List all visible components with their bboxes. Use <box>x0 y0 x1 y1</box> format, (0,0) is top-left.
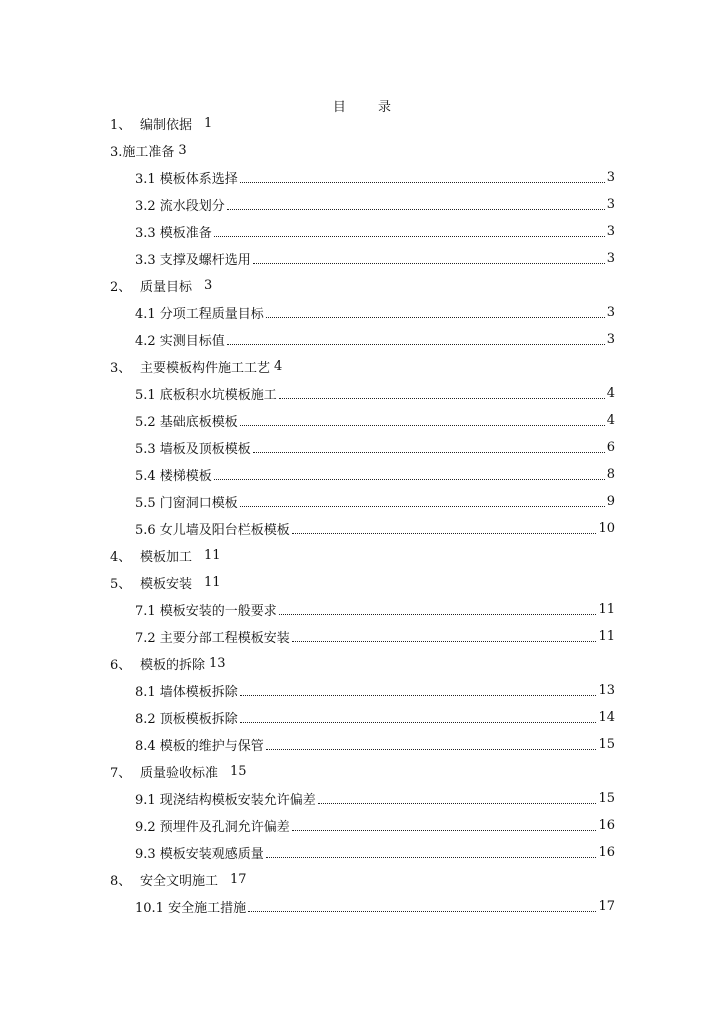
toc-subsection-entry[interactable] <box>0 434 615 461</box>
toc-subsection-entry[interactable] <box>0 515 615 542</box>
toc-subsection-entry[interactable] <box>0 893 615 920</box>
subsection-title: 4.2 实测目标值 <box>135 334 225 349</box>
subsection-title: 8.1 墙体模板拆除 <box>135 685 238 700</box>
section-number: 7、 <box>110 766 132 781</box>
dot-leader <box>240 181 605 183</box>
subsection-title: 5.6 女儿墙及阳台栏板模板 <box>135 523 290 538</box>
subsection-title: 8.2 顶板模板拆除 <box>135 712 238 727</box>
toc-section-entry[interactable] <box>0 137 724 164</box>
dot-leader <box>292 829 597 831</box>
page-number: 1 <box>204 116 213 131</box>
page-number: 3 <box>606 224 615 239</box>
toc-section-entry[interactable] <box>0 353 724 380</box>
toc-subsection-entry[interactable] <box>0 488 615 515</box>
page-number: 13 <box>598 683 615 698</box>
page-number: 4 <box>606 386 615 401</box>
page-number: 6 <box>606 440 615 455</box>
page-number: 3 <box>204 278 213 293</box>
subsection-title: 3.3 支撑及螺杆选用 <box>135 253 251 268</box>
dot-leader <box>292 532 597 534</box>
subsection-title: 8.4 模板的维护与保管 <box>135 739 264 754</box>
section-title: 模板安装 <box>140 577 193 592</box>
toc-subsection-entry[interactable] <box>0 785 615 812</box>
dot-leader <box>253 262 605 264</box>
toc-subsection-entry[interactable] <box>0 407 615 434</box>
page-number: 3 <box>606 305 615 320</box>
toc-section-entry[interactable] <box>0 758 724 785</box>
page-number: 3 <box>178 143 187 158</box>
section-title: 模板的拆除 <box>140 658 206 673</box>
toc-subsection-entry[interactable] <box>0 596 615 623</box>
page-number: 11 <box>598 629 615 644</box>
section-title: 质量验收标准 <box>140 766 219 781</box>
dot-leader <box>266 748 597 750</box>
page-number: 3 <box>606 251 615 266</box>
toc-subsection-entry[interactable] <box>0 245 615 272</box>
toc-section-entry[interactable] <box>0 569 724 596</box>
section-title: 模板加工 <box>140 550 193 565</box>
section-number: 2、 <box>110 280 132 295</box>
page-number: 10 <box>598 521 615 536</box>
subsection-title: 10.1 安全施工措施 <box>135 901 247 916</box>
page-number: 3 <box>606 332 615 347</box>
page-number: 3 <box>606 170 615 185</box>
toc-section-entry[interactable] <box>0 542 724 569</box>
dot-leader <box>240 721 597 723</box>
section-number: 6、 <box>110 658 132 673</box>
subsection-title: 7.1 模板安装的一般要求 <box>135 604 277 619</box>
dot-leader <box>318 802 597 804</box>
page-number: 15 <box>598 737 615 752</box>
dot-leader <box>214 235 605 237</box>
toc-subsection-entry[interactable] <box>0 164 615 191</box>
toc-section-entry[interactable] <box>0 650 724 677</box>
section-title: 编制依据 <box>140 118 193 133</box>
section-title: 安全文明施工 <box>140 874 219 889</box>
dot-leader <box>292 640 597 642</box>
page-number: 3 <box>606 197 615 212</box>
dot-leader <box>266 856 597 858</box>
subsection-title: 9.2 预埋件及孔洞允许偏差 <box>135 820 290 835</box>
subsection-title: 5.3 墙板及顶板模板 <box>135 442 251 457</box>
toc-subsection-entry[interactable] <box>0 380 615 407</box>
subsection-title: 4.1 分项工程质量目标 <box>135 307 264 322</box>
toc-subsection-entry[interactable] <box>0 623 615 650</box>
subsection-title: 5.5 门窗洞口模板 <box>135 496 238 511</box>
toc-subsection-entry[interactable] <box>0 299 615 326</box>
section-title: 3.施工准备 <box>110 145 175 160</box>
page-number: 16 <box>598 818 615 833</box>
toc-title: 目 录 <box>332 100 406 115</box>
dot-leader <box>248 910 596 912</box>
subsection-title: 5.2 基础底板模板 <box>135 415 238 430</box>
toc-subsection-entry[interactable] <box>0 461 615 488</box>
toc-section-entry[interactable] <box>0 866 724 893</box>
section-number: 8、 <box>110 874 132 889</box>
toc-subsection-entry[interactable] <box>0 839 615 866</box>
toc-subsection-entry[interactable] <box>0 812 615 839</box>
dot-leader <box>227 208 605 210</box>
dot-leader <box>240 694 597 696</box>
dot-leader <box>253 451 605 453</box>
subsection-title: 5.4 楼梯模板 <box>135 469 212 484</box>
dot-leader <box>214 478 605 480</box>
subsection-title: 5.1 底板积水坑模板施工 <box>135 388 277 403</box>
subsection-title: 9.1 现浇结构模板安装允许偏差 <box>135 793 316 808</box>
page-number: 13 <box>209 656 226 671</box>
dot-leader <box>279 613 597 615</box>
toc-subsection-entry[interactable] <box>0 191 615 218</box>
page-number: 4 <box>606 413 615 428</box>
section-number: 1、 <box>110 118 132 133</box>
toc-subsection-entry[interactable] <box>0 731 615 758</box>
toc-subsection-entry[interactable] <box>0 218 615 245</box>
subsection-title: 3.3 模板准备 <box>135 226 212 241</box>
page-number: 16 <box>598 845 615 860</box>
subsection-title: 7.2 主要分部工程模板安装 <box>135 631 290 646</box>
page-number: 4 <box>274 359 283 374</box>
page-number: 8 <box>606 467 615 482</box>
page-number: 17 <box>230 872 247 887</box>
page-number: 9 <box>606 494 615 509</box>
section-number: 4、 <box>110 550 132 565</box>
page-number: 15 <box>598 791 615 806</box>
dot-leader <box>266 316 605 318</box>
page-number: 15 <box>230 764 247 779</box>
toc-section-entry[interactable] <box>0 110 724 137</box>
page-number: 11 <box>598 602 615 617</box>
subsection-title: 3.2 流水段划分 <box>135 199 225 214</box>
toc-section-entry[interactable] <box>0 272 724 299</box>
page-number: 14 <box>598 710 615 725</box>
subsection-title: 3.1 模板体系选择 <box>135 172 238 187</box>
dot-leader <box>240 505 605 507</box>
toc-subsection-entry[interactable] <box>0 677 615 704</box>
section-title: 主要模板构件施工工艺 <box>140 361 271 376</box>
toc-subsection-entry[interactable] <box>0 326 615 353</box>
page-number: 17 <box>598 899 615 914</box>
page-number: 11 <box>204 548 221 563</box>
page-number: 11 <box>204 575 221 590</box>
dot-leader <box>227 343 605 345</box>
section-title: 质量目标 <box>140 280 193 295</box>
toc-subsection-entry[interactable] <box>0 704 615 731</box>
table-of-contents <box>0 110 724 920</box>
section-number: 3、 <box>110 361 132 376</box>
dot-leader <box>240 424 605 426</box>
subsection-title: 9.3 模板安装观感质量 <box>135 847 264 862</box>
section-number: 5、 <box>110 577 132 592</box>
dot-leader <box>279 397 605 399</box>
